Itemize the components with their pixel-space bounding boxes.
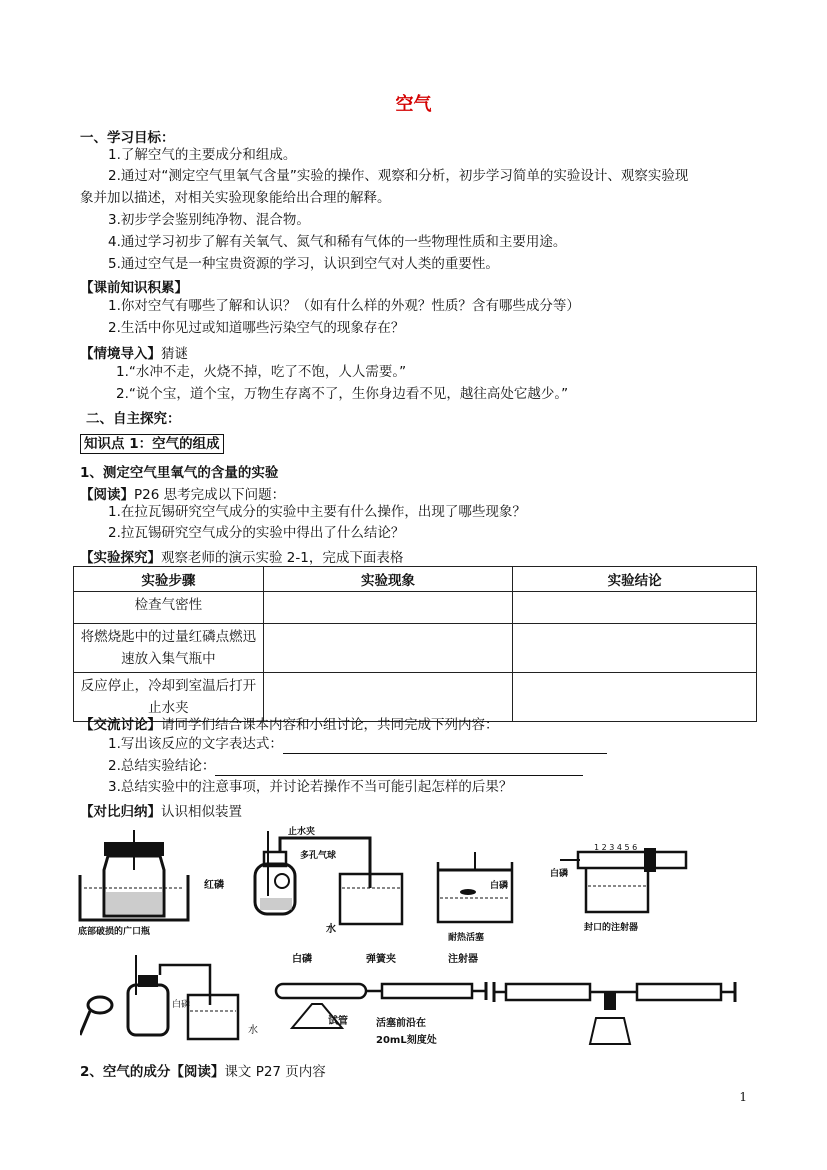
- knowledge-point-box: [80, 432, 224, 452]
- figure-label: 弹簧夹: [366, 954, 396, 965]
- figure-label: 水: [248, 1025, 258, 1036]
- figure-sealed-syringe: [550, 842, 690, 944]
- sub2-rest: 课文 P27 页内容: [224, 1064, 326, 1080]
- intro-rest: 猜谜: [161, 346, 188, 362]
- discuss-line: [80, 713, 499, 733]
- discuss-tag: 【交流讨论】: [80, 717, 161, 733]
- table-cell-step: 反应停止，冷却到室温后打开止水夹: [74, 673, 264, 722]
- figure-label: 多孔气球: [300, 851, 337, 861]
- intro-heading: [80, 342, 188, 362]
- intro-tag: 【情境导入】: [80, 346, 161, 362]
- figure-label: 1 2 3 4 5 6: [594, 843, 638, 852]
- read-item: 2.拉瓦锡研究空气成分的实验中得出了什么结论？: [108, 525, 405, 541]
- discuss-item: [108, 735, 607, 754]
- section2-heading: 二、自主探究：: [86, 411, 181, 427]
- table-cell-conclusion[interactable]: [513, 673, 757, 722]
- figure-label: 底部破损的广口瓶: [78, 927, 151, 937]
- figure-label: 白磷: [550, 869, 569, 879]
- discuss-item: 3.总结实验中的注意事项，并讨论若操作不当可能引起怎样的后果？: [108, 779, 513, 795]
- sub1-heading: 1、测定空气里氧气的含量的实验: [80, 465, 279, 481]
- compare-tag: 【对比归纳】: [80, 804, 161, 820]
- read-line: [80, 483, 285, 503]
- read-item: 1.在拉瓦锡研究空气成分的实验中主要有什么操作，出现了哪些现象？: [108, 504, 526, 520]
- table-cell-phenomenon[interactable]: [263, 624, 513, 673]
- table-row: [74, 592, 757, 624]
- discuss-item-label: 1.写出该反应的文字表达式：: [108, 736, 283, 752]
- table-cell-conclusion[interactable]: [513, 624, 757, 673]
- figure-label: 白磷: [172, 1000, 191, 1010]
- knowledge-point-label: 知识点 1：空气的组成: [80, 434, 224, 454]
- figure-label: 封口的注射器: [584, 923, 639, 933]
- discuss-item: [108, 757, 583, 776]
- compare-line: [80, 800, 242, 820]
- prior-item: 1.你对空气有哪些了解和认识？（如有什么样的外观？性质？含有哪些成分等）: [108, 298, 580, 314]
- figure-label: 活塞前沿在: [376, 1018, 426, 1029]
- prior-heading: 【课前知识积累】: [80, 280, 188, 296]
- read-tag: 【阅读】: [80, 487, 134, 503]
- goal-item: 象并加以描述，对相关实验现象能给出合理的解释。: [80, 190, 391, 206]
- figure-magnifier-flask: [80, 955, 280, 1045]
- table-header-row: [74, 567, 757, 592]
- table-header: 实验步骤: [74, 567, 264, 592]
- discuss-rest: 请同学们结合课本内容和小组讨论，共同完成下列内容：: [161, 717, 499, 733]
- figure-label: 试管: [328, 1016, 348, 1027]
- figure-tube-syringe: [272, 948, 496, 1048]
- table-cell-conclusion[interactable]: [513, 592, 757, 624]
- exp-line: [80, 546, 403, 566]
- table-header: 实验现象: [263, 567, 513, 592]
- figure-flask-balloon: [200, 826, 415, 936]
- figure-label: 注射器: [448, 954, 478, 965]
- section1-heading: 一、学习目标：: [80, 130, 175, 146]
- figure-label: 20mL刻度处: [376, 1035, 437, 1046]
- prior-item: 2.生活中你见过或知道哪些污染空气的现象存在？: [108, 320, 405, 336]
- table-cell-step: 检查气密性: [74, 592, 264, 624]
- table-row: [74, 624, 757, 673]
- sub2-tag: 【阅读】: [170, 1064, 225, 1080]
- answer-blank[interactable]: [215, 775, 583, 776]
- goal-item: 2.通过对“测定空气里氧气含量”实验的操作、观察和分析，初步学习简单的实验设计、观察实验现: [108, 168, 689, 184]
- figure-label: 耐热活塞: [448, 933, 485, 943]
- figure-double-syringe: [492, 960, 742, 1050]
- read-rest: P26 思考完成以下问题：: [134, 487, 286, 503]
- exp-rest: 观察老师的演示实验 2-1，完成下面表格: [161, 550, 404, 566]
- sub2-heading: 2、空气的成分: [80, 1064, 171, 1080]
- experiment-table: [73, 566, 757, 722]
- answer-blank[interactable]: [283, 753, 607, 754]
- figure-label: 白磷: [292, 954, 312, 965]
- compare-rest: 认识相似装置: [161, 804, 242, 820]
- goal-item: 5.通过空气是一种宝贵资源的学习，认识到空气对人类的重要性。: [108, 256, 499, 272]
- goal-item: 4.通过学习初步了解有关氧气、氮气和稀有气体的一些物理性质和主要用途。: [108, 234, 567, 250]
- figure-label: 白磷: [490, 881, 509, 891]
- page-number: 1: [739, 1090, 747, 1104]
- page-title: 空气: [395, 94, 432, 115]
- goal-item: 3.初步学会鉴别纯净物、混合物。: [108, 212, 310, 228]
- table-cell-phenomenon[interactable]: [263, 592, 513, 624]
- exp-tag: 【实验探究】: [80, 550, 161, 566]
- table-header: 实验结论: [513, 567, 757, 592]
- figure-label: 止水夹: [288, 827, 316, 837]
- riddle-item: 2.“说个宝，道个宝，万物生存离不了，生你身边看不见，越往高处它越少。”: [116, 386, 569, 402]
- figure-label: 红磷: [204, 880, 224, 891]
- discuss-item-label: 2.总结实验结论：: [108, 758, 216, 774]
- goal-item: 1.了解空气的主要成分和组成。: [108, 147, 297, 163]
- figure-piston-beaker: [428, 852, 538, 944]
- figure-label: 水: [326, 924, 336, 935]
- sub2-line: [80, 1060, 326, 1080]
- figure-broken-jar: [76, 830, 196, 945]
- riddle-item: 1.“水冲不走，火烧不掉，吃了不饱，人人需要。”: [116, 364, 407, 380]
- table-cell-step: 将燃烧匙中的过量红磷点燃迅速放入集气瓶中: [74, 624, 264, 673]
